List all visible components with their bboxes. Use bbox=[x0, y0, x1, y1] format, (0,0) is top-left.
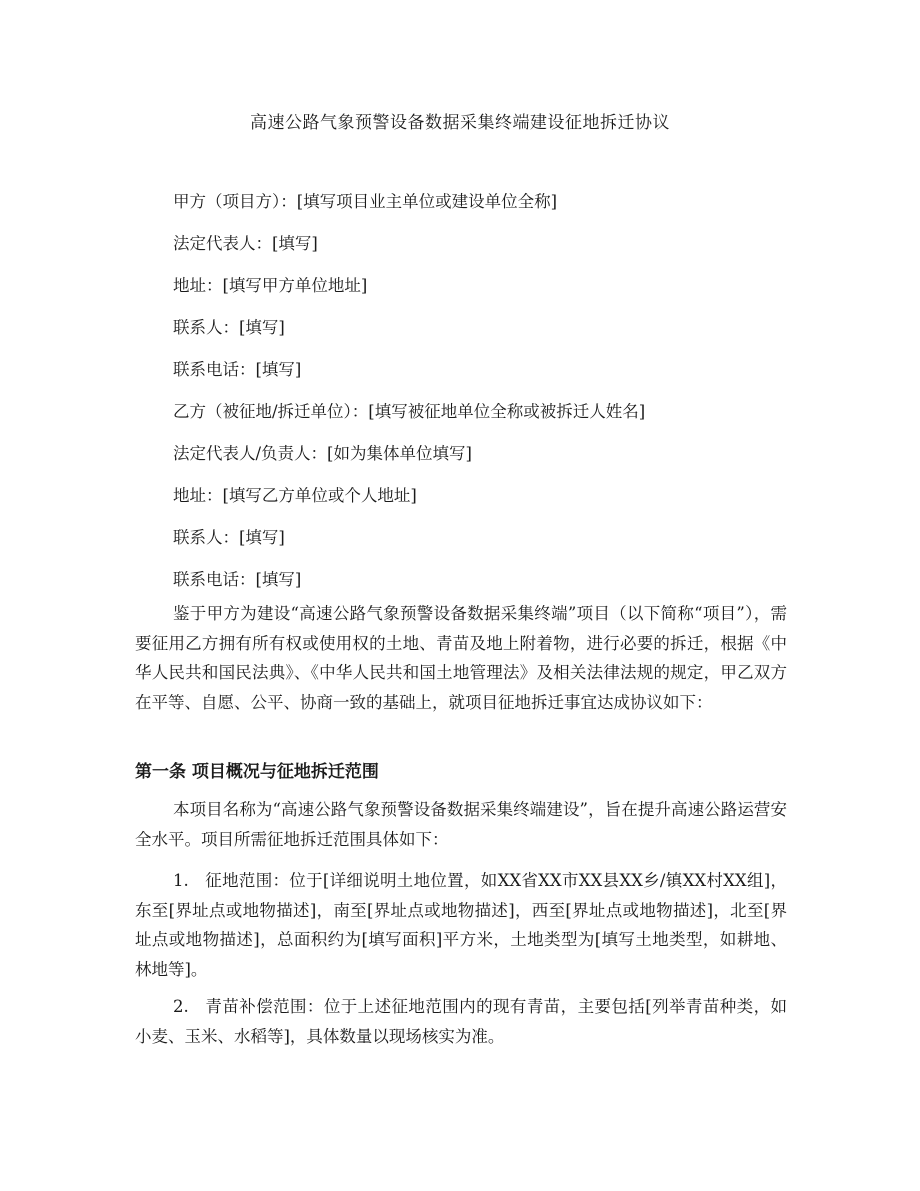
item-text: 青苗补偿范围：位于上述征地范围内的现有青苗，主要包括[列举青苗种类，如小麦、玉米、水稻等]，具体数量以现场核实为准。 bbox=[135, 997, 787, 1046]
party-a-name: 甲方（项目方）：[填写项目业主单位或建设单位全称] bbox=[173, 192, 558, 211]
document-title: 高速公路气象预警设备数据采集终端建设征地拆迁协议 bbox=[250, 113, 670, 133]
preamble-paragraph: 鉴于甲方为建设“高速公路气象预警设备数据采集终端”项目（以下简称“项目”），需要征用乙方拥有所有权或使用权的土地、青苗及地上附着物，进行必要的拆迁，根据《中华人民共和国民法典》、《中华人民共和国土地管理法》及相关法律法规的规定，甲乙双方在平等、自愿、公平、协商一致的基础上，就项目征地拆迁事宜达成协议如下： bbox=[135, 604, 787, 712]
party-b-contact: 联系人：[填写] bbox=[173, 528, 285, 547]
article-1-item-2 bbox=[135, 992, 787, 1051]
party-b-name: 乙方（被征地/拆迁单位）：[填写被征地单位全称或被拆迁人姓名] bbox=[173, 402, 646, 421]
article-1-intro: 本项目名称为“高速公路气象预警设备数据采集终端建设”，旨在提升高速公路运营安全水平。项目所需征地拆迁范围具体如下： bbox=[135, 800, 787, 849]
party-a-legal-rep: 法定代表人：[填写] bbox=[173, 234, 318, 253]
party-b-legal-rep: 法定代表人/负责人：[如为集体单位填写] bbox=[173, 444, 472, 463]
item-number: 1. bbox=[173, 871, 189, 890]
item-text: 征地范围：位于[详细说明土地位置，如XX省XX市XX县XX乡/镇XX村XX组]，东至[界址点或地物描述]，南至[界址点或地物描述]，西至[界址点或地物描述]，北至[界址点或地物描述]，总面积约为[填写面积]平方米，土地类型为[填写土地类型，如耕地、林地等]。 bbox=[135, 871, 787, 979]
article-1-heading: 第一条 项目概况与征地拆迁范围 bbox=[135, 762, 379, 782]
item-number: 2. bbox=[173, 997, 189, 1016]
article-1-item-1 bbox=[135, 866, 787, 984]
party-a-contact: 联系人：[填写] bbox=[173, 318, 285, 337]
party-b-phone: 联系电话：[填写] bbox=[173, 570, 302, 589]
party-a-address: 地址：[填写甲方单位地址] bbox=[173, 276, 368, 295]
party-a-phone: 联系电话：[填写] bbox=[173, 360, 302, 379]
party-b-address: 地址：[填写乙方单位或个人地址] bbox=[173, 486, 417, 505]
